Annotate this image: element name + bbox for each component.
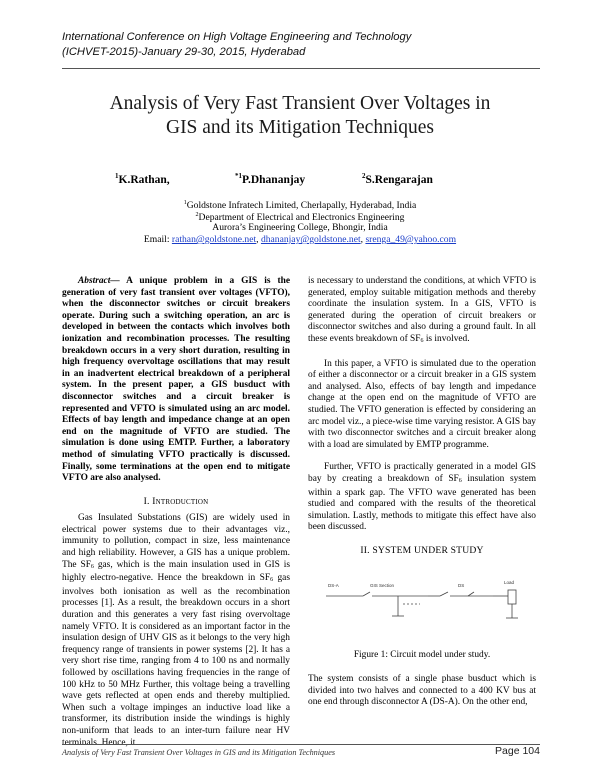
system-paragraph-1: The system consists of a single phase busduct which is divided into two halves and connected to a 400 KV bus at one end through disconnector A (DS-A). On the other end, (308, 674, 536, 708)
conference-name: International Conference on High Voltage Engineering and Technology (62, 31, 412, 43)
disconnector-a-contact (363, 592, 370, 596)
author-2: $^{*1}$P.Dhananjay (235, 172, 306, 186)
load-box (508, 590, 516, 604)
intro-paragraph-3: In this paper, a VFTO is simulated due to the operation of either a disconnector or a circuit breaker in a GIS system and analysed. Also, effects of bay length and impedance change at the open end on the magnitude of VFTO are studied. The VFTO generation is effected by considering an arc model viz., a piece-wise time varying resistor. A GIS bay with two disconnector switches and a circuit breaker along with a load are simulated by EMTP programme. (308, 358, 536, 450)
circuit-figure (308, 562, 536, 640)
page-number: Page 104 (495, 745, 540, 757)
header-rule (62, 68, 540, 69)
left-column (62, 276, 290, 760)
section-heading-system: II. SYSTEM UNDER STUDY (360, 544, 484, 556)
right-column (308, 276, 536, 720)
label-load: Load (504, 580, 515, 586)
intro-paragraph-4: Further, VFTO is practically generated in a model GIS bay by creating a breakdown of $SF_6$ insulation system within a spark gap. The VFTO wave generated has been studied and compared with the results of the theoretical simulation. Lastly, methods to mitigate this effect have also been discussed. (308, 462, 536, 533)
affiliation-1: $^1$Goldstone Infratech Limited, Cherlapally, Hyderabad, India (183, 200, 417, 212)
author-3: $^2$S.Rengarajan (362, 172, 433, 186)
author-1: $^1$K.Rathan, (115, 172, 170, 186)
conference-date: (ICHVET-2015)-January 29-30, 2015, Hyderabad (62, 46, 306, 58)
affiliation-3: Aurora’s Engineering College, Bhongir, India (212, 222, 388, 233)
circuit-diagram (308, 562, 536, 640)
email-line: Email: rathan@goldstone.net, dhananjay@goldstone.net, srenga_49@yahoo.com (143, 234, 457, 245)
footer-rule (62, 744, 540, 745)
abstract: Abstract— A unique problem in a GIS is the generation of very fast transient over voltages (VFTO), when the disconnector switches or circuit breakers operate. During such a switching operation, an arc is developed in between the contacts which involves both ionization and recombination processes. The resulting breakdown occurs in a very short duration, resulting in high frequency overvoltage oscillations that may result in an inadvertent electrical breakdown of a peripheral system. In the present paper, a GIS busduct with disconnector switches and a circuit breaker is represented and VFTO is simulated using an arc model. Effects of bay length and impedance change at an open end on the magnitude of VFTO are studied. The simulation is done using EMTP. Further, a laboratory method of simulating VFTO practically is discussed. Finally, some terminations at the open end to mitigate VFTO are also analysed. (62, 276, 290, 484)
label-ds-a: DS-A (328, 583, 339, 589)
section-heading-introduction: I. Introduction (143, 495, 209, 507)
conference-header (62, 30, 542, 60)
label-ds: DS (458, 583, 465, 589)
disconnector-contact (440, 592, 448, 596)
intro-paragraph-1: Gas Insulated Substations (GIS) are widely used in electrical power systems due to their advantages viz., immunity to pollution, compact in size, less maintenance and high reliability. However, a GIS has a unique problem. The $SF_6$ gas, which is the main insulation used in GIS is highly electro-negative. Hence the breakdown in $SF_6$ gas involves both ionisation as well as the recombination processes [1]. As a result, the breakdown occurs in a short duration and this generates a very fast rising overvoltage namely VFTO. It is considered as an important factor in the insulation design of UHV GIS as it belongs to the very high frequency range of transients in power systems [2]. It has a very short rise time, ranging from 4 to 100 ns and normally followed by oscillations having frequencies in the range of 100 kHz to 50 MHz Further, this voltage being a travelling wave gets reflected at open ends and thereby multiplied. When such a voltage impinges an inductive load like a transformer, its distribution inside the windings is highly non-uniform that leads to an inter-turn failure near HV terminals. Hence, it (62, 513, 290, 748)
footer-title: Analysis of Very Fast Transient Over Voltages in GIS and its Mitigation Techniques (62, 748, 336, 757)
figure-caption: Figure 1: Circuit model under study. (353, 650, 491, 661)
affiliation-2: $^2$Department of Electrical and Electronics Engineering (195, 212, 405, 224)
intro-paragraph-2: is necessary to understand the conditions, at which VFTO is generated, employ suitable mitigation methods and thereby coordinate the insulation system. In a GIS, VFTO is generated during the operation of circuit breakers or disconnector switches and also during a ground fault. In all these events breakdown of $SF_6$ is involved. (308, 276, 536, 344)
email-link-1[interactable]: rathan@goldstone.net (171, 234, 257, 245)
email-link-3[interactable]: srenga_49@yahoo.com (365, 234, 457, 245)
label-gis-section: GIS Section (370, 583, 395, 589)
email-link-2[interactable]: dhananjay@goldstone.net (260, 234, 361, 245)
paper-title: Analysis of Very Fast Transient Over Voltages in GIS and its Mitigation Techniques (109, 93, 491, 138)
